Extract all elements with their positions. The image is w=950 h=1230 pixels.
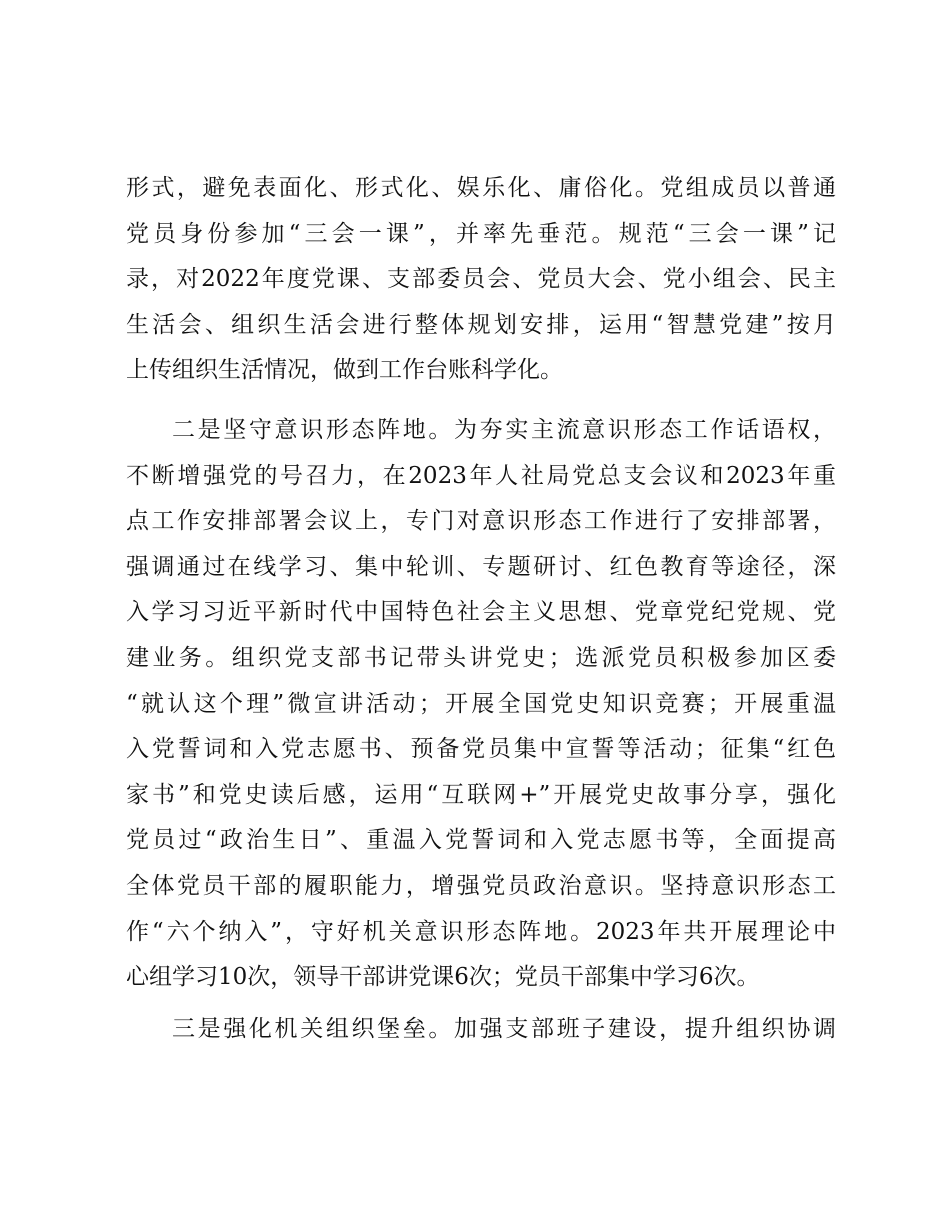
text-line: 作“六个纳入”，守好机关意识形态阵地。2023年共开展理论中 [126,918,836,945]
text-line: 三是强化机关组织堡垒。加强支部班子建设，提升组织协调 [172,1016,836,1042]
text-line: 心组学习10次，领导干部讲党课6次；党员干部集中学习6次。 [126,964,760,991]
text-line: “就认这个理”微宣讲活动；开展全国党史知识竞赛；开展重温 [126,690,836,717]
text-line: 强调通过在线学习、集中轮训、专题研讨、红色教育等途径，深 [126,553,836,580]
text-line: 不断增强党的号召力，在2023年人社局党总支会议和2023年重 [126,462,836,489]
text-line: 二是坚守意识形态阵地。为夯实主流意识形态工作话语权， [172,417,836,443]
text-line: 家书”和党史读后感，运用“互联网+”开展党史故事分享，强化 [126,781,836,808]
text-line: 形式，避免表面化、形式化、娱乐化、庸俗化。党组成员以普通 [126,175,836,201]
text-line: 建业务。组织党支部书记带头讲党史；选派党员积极参加区委 [126,644,836,671]
text-line: 上传组织生活情况，做到工作台账科学化。 [126,357,563,384]
paragraph-3 [126,1007,836,1053]
paragraph-2 [126,408,836,1001]
text-line: 录，对2022年度党课、支部委员会、党员大会、党小组会、民主 [126,266,836,293]
text-line: 党员身份参加“三会一课”，并率先垂范。规范“三会一课”记 [126,220,836,247]
text-line: 入党誓词和入党志愿书、预备党员集中宣誓等活动；征集“红色 [126,736,836,763]
text-line: 全体党员干部的履职能力，增强党员政治意识。坚持意识形态工 [126,872,836,899]
text-line: 生活会、组织生活会进行整体规划安排，运用“智慧党建”按月 [126,311,836,338]
text-line: 党员过“政治生日”、重温入党誓词和入党志愿书等，全面提高 [126,827,836,854]
paragraph-1 [126,166,836,394]
text-line: 点工作安排部署会议上，专门对意识形态工作进行了安排部署， [126,508,836,535]
text-line: 入学习习近平新时代中国特色社会主义思想、党章党纪党规、党 [126,599,836,626]
